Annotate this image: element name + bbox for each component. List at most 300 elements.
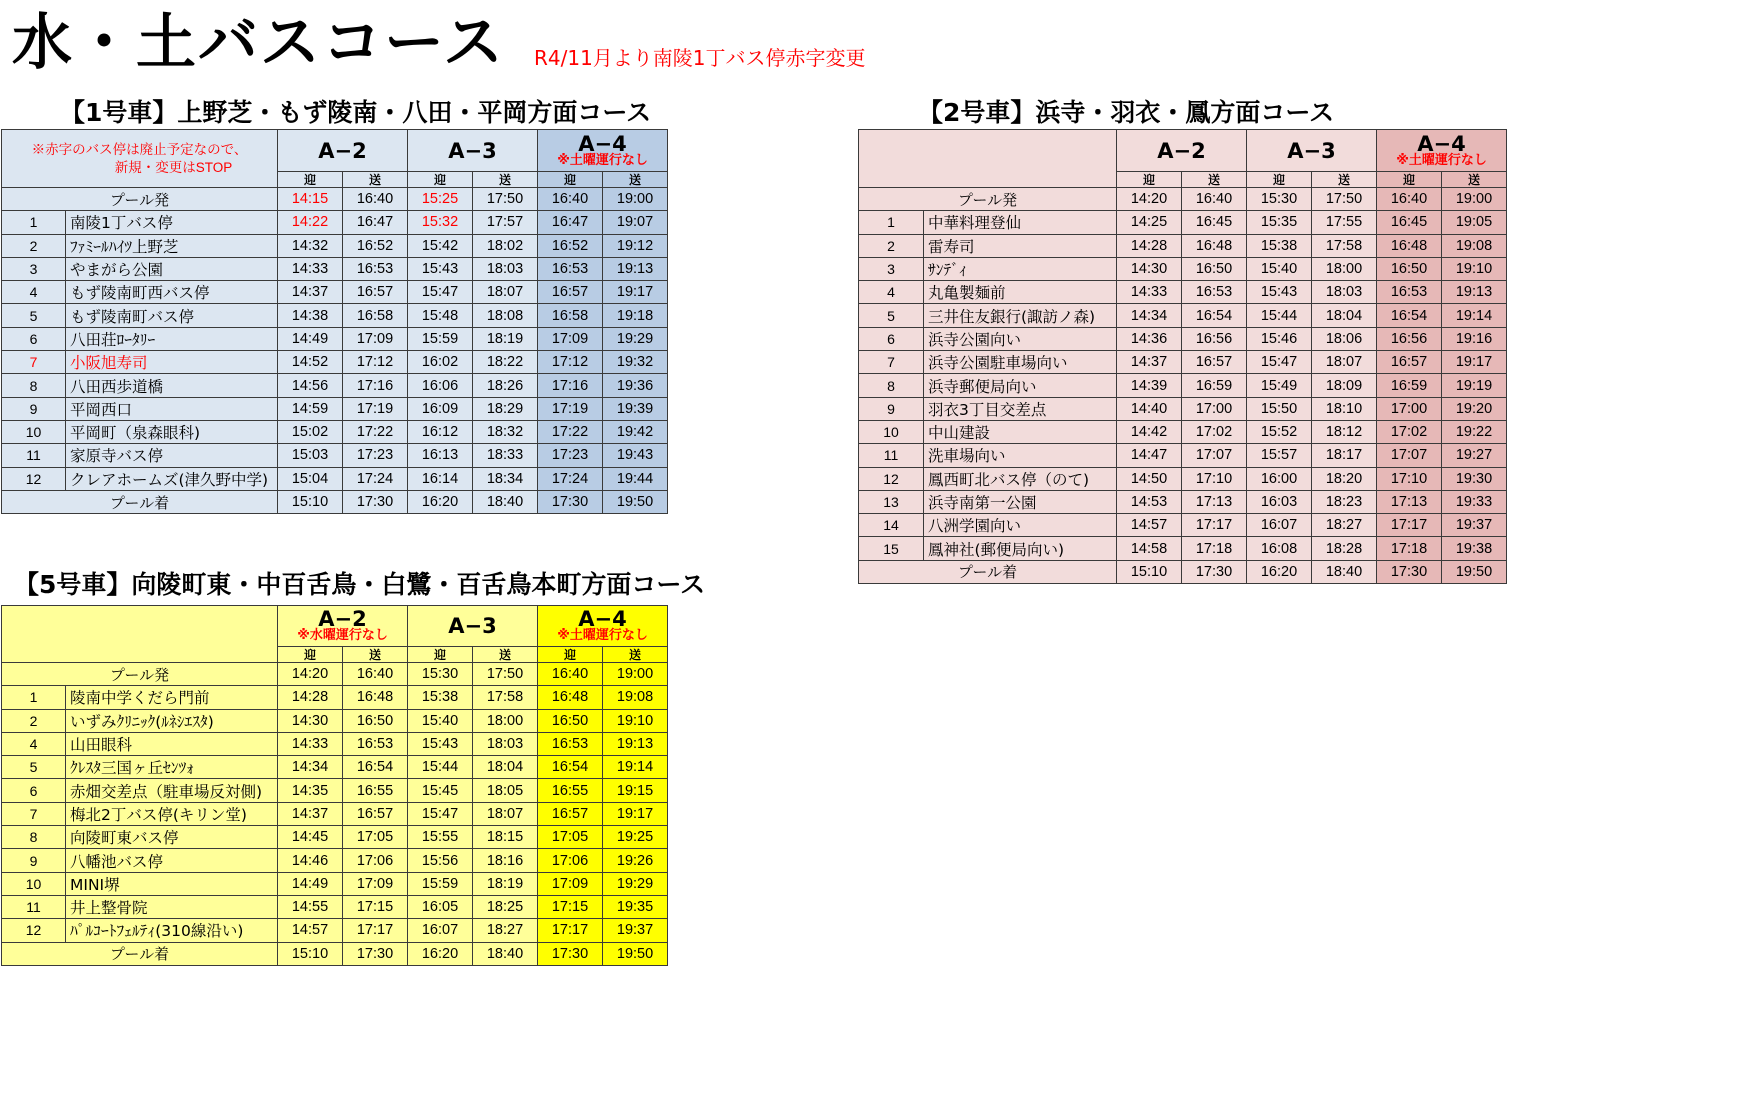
depart-time: 19:00 xyxy=(1442,188,1507,211)
stop-number: 10 xyxy=(2,420,66,443)
depart-time: 19:00 xyxy=(603,188,668,211)
dropoff-header: 送 xyxy=(473,647,538,663)
stop-time: 16:50 xyxy=(1182,257,1247,280)
stop-time: 19:18 xyxy=(603,304,668,327)
stop-time: 14:58 xyxy=(1117,537,1182,560)
stop-time: 15:46 xyxy=(1247,327,1312,350)
stop-row xyxy=(2,420,668,443)
course-title: 【1号車】上野芝・もず陵南・八田・平岡方面コース xyxy=(60,98,652,127)
stop-row xyxy=(2,304,668,327)
arrive-time: 17:30 xyxy=(343,942,408,965)
arrive-time: 19:50 xyxy=(603,490,668,513)
stop-time: 19:05 xyxy=(1442,211,1507,234)
stop-time: 19:42 xyxy=(603,420,668,443)
stop-time: 16:56 xyxy=(1182,327,1247,350)
arrive-label: プール着 xyxy=(859,560,1117,583)
stop-name: 小阪旭寿司 xyxy=(66,351,278,374)
stop-number: 4 xyxy=(859,281,924,304)
stop-row xyxy=(859,514,1507,537)
dropoff-header: 送 xyxy=(1312,172,1377,188)
stop-name: 中華料理登仙 xyxy=(924,211,1117,234)
stop-time: 18:32 xyxy=(473,420,538,443)
stop-number: 6 xyxy=(859,327,924,350)
stop-time: 17:12 xyxy=(538,351,603,374)
stop-time: 18:26 xyxy=(473,374,538,397)
stop-number: 8 xyxy=(2,374,66,397)
stop-time: 15:40 xyxy=(408,709,473,732)
stop-time: 17:00 xyxy=(1182,397,1247,420)
stop-time: 18:07 xyxy=(473,802,538,825)
stop-row xyxy=(2,872,668,895)
stop-time: 19:08 xyxy=(1442,234,1507,257)
stop-name: 鳳神社(郵便局向い) xyxy=(924,537,1117,560)
arrive-time: 17:30 xyxy=(343,490,408,513)
stop-time: 17:18 xyxy=(1377,537,1442,560)
dropoff-header: 送 xyxy=(603,172,668,188)
stop-row xyxy=(2,374,668,397)
stop-time: 16:08 xyxy=(1247,537,1312,560)
stop-name: いずみｸﾘﾆｯｸ(ﾙﾈｼｴｽﾀ) xyxy=(66,709,278,732)
depart-time: 15:30 xyxy=(408,663,473,686)
stop-time: 15:43 xyxy=(408,257,473,280)
page-title: 水・土バスコース xyxy=(12,8,505,78)
stop-time: 15:49 xyxy=(1247,374,1312,397)
stop-time: 18:29 xyxy=(473,397,538,420)
stop-time: 19:17 xyxy=(603,281,668,304)
stop-row xyxy=(859,444,1507,467)
stop-time: 19:14 xyxy=(603,756,668,779)
stop-time: 14:36 xyxy=(1117,327,1182,350)
pickup-header: 迎 xyxy=(278,172,343,188)
stop-time: 17:58 xyxy=(473,686,538,709)
group-label: A−4 xyxy=(578,607,627,631)
depart-time: 17:50 xyxy=(1312,188,1377,211)
stop-time: 19:17 xyxy=(603,802,668,825)
stop-number: 13 xyxy=(859,490,924,513)
stop-row xyxy=(859,420,1507,443)
stop-time: 16:57 xyxy=(1182,351,1247,374)
stop-time: 19:37 xyxy=(603,919,668,942)
stop-time: 17:13 xyxy=(1182,490,1247,513)
stop-time: 19:29 xyxy=(603,327,668,350)
stop-name: 向陵町東バス停 xyxy=(66,826,278,849)
stop-time: 18:09 xyxy=(1312,374,1377,397)
arrive-time: 15:10 xyxy=(278,942,343,965)
group-header-2 xyxy=(278,606,408,647)
stop-name: クレアホームズ(津久野中学) xyxy=(66,467,278,490)
arrive-time: 18:40 xyxy=(1312,560,1377,583)
stop-number: 1 xyxy=(859,211,924,234)
stop-time: 17:58 xyxy=(1312,234,1377,257)
stop-time: 15:42 xyxy=(408,234,473,257)
stop-time: 15:55 xyxy=(408,826,473,849)
group-note: ※土曜運行なし xyxy=(557,152,648,168)
stop-time: 18:28 xyxy=(1312,537,1377,560)
stop-number: 11 xyxy=(859,444,924,467)
stop-name: 浜寺公園駐車場向い xyxy=(924,351,1117,374)
stop-time: 17:15 xyxy=(538,895,603,918)
stop-number: 7 xyxy=(2,802,66,825)
stop-time: 18:00 xyxy=(473,709,538,732)
stop-time: 14:33 xyxy=(1117,281,1182,304)
stop-time: 18:07 xyxy=(1312,351,1377,374)
group-header-2 xyxy=(1117,130,1247,172)
stop-number: 6 xyxy=(2,327,66,350)
pickup-header: 迎 xyxy=(278,647,343,663)
depart-label: プール発 xyxy=(2,188,278,211)
stop-time: 19:38 xyxy=(1442,537,1507,560)
stop-time: 19:15 xyxy=(603,779,668,802)
stop-time: 18:19 xyxy=(473,327,538,350)
course-title: 【2号車】浜寺・羽衣・鳳方面コース xyxy=(918,98,1335,127)
stop-time: 17:02 xyxy=(1182,420,1247,443)
timetable-car2 xyxy=(858,129,1507,584)
stop-name: MINI堺 xyxy=(66,872,278,895)
stop-time: 18:22 xyxy=(473,351,538,374)
depart-time: 16:40 xyxy=(538,663,603,686)
stop-time: 18:03 xyxy=(473,732,538,755)
stop-time: 16:48 xyxy=(343,686,408,709)
stop-time: 18:12 xyxy=(1312,420,1377,443)
header-corner xyxy=(2,130,278,188)
depart-time: 16:40 xyxy=(343,663,408,686)
stop-time: 16:54 xyxy=(538,756,603,779)
stop-row xyxy=(2,895,668,918)
change-notice: R4/11月より南陵1丁バス停赤字変更 xyxy=(534,46,866,70)
stop-number: 1 xyxy=(2,211,66,234)
stop-time: 14:28 xyxy=(278,686,343,709)
stop-number: 11 xyxy=(2,444,66,467)
stop-time: 14:57 xyxy=(278,919,343,942)
stop-time: 16:57 xyxy=(343,281,408,304)
stop-time: 14:34 xyxy=(278,756,343,779)
stop-time: 17:24 xyxy=(343,467,408,490)
stop-time: 14:49 xyxy=(278,327,343,350)
stop-time: 16:12 xyxy=(408,420,473,443)
stop-number: 1 xyxy=(2,686,66,709)
depart-time: 16:40 xyxy=(343,188,408,211)
stop-row xyxy=(859,397,1507,420)
stop-time: 18:03 xyxy=(1312,281,1377,304)
stop-time: 15:32 xyxy=(408,211,473,234)
stop-time: 18:04 xyxy=(473,756,538,779)
stop-time: 16:57 xyxy=(538,281,603,304)
stop-row xyxy=(859,281,1507,304)
stop-time: 14:28 xyxy=(1117,234,1182,257)
stop-name: もず陵南町バス停 xyxy=(66,304,278,327)
stop-time: 18:17 xyxy=(1312,444,1377,467)
stop-time: 14:47 xyxy=(1117,444,1182,467)
stop-row xyxy=(2,467,668,490)
stop-name: 八幡池バス停 xyxy=(66,849,278,872)
stop-time: 17:18 xyxy=(1182,537,1247,560)
pickup-header: 迎 xyxy=(1377,172,1442,188)
stop-time: 16:47 xyxy=(343,211,408,234)
stop-name: 平岡西口 xyxy=(66,397,278,420)
stop-time: 15:35 xyxy=(1247,211,1312,234)
stop-time: 18:27 xyxy=(1312,514,1377,537)
stop-time: 19:13 xyxy=(603,257,668,280)
header-corner xyxy=(859,130,1117,188)
stop-time: 15:50 xyxy=(1247,397,1312,420)
stop-time: 19:07 xyxy=(603,211,668,234)
stop-time: 16:52 xyxy=(538,234,603,257)
stop-time: 18:16 xyxy=(473,849,538,872)
stop-time: 14:32 xyxy=(278,234,343,257)
arrive-time: 15:10 xyxy=(1117,560,1182,583)
dropoff-header: 送 xyxy=(603,647,668,663)
stop-time: 16:56 xyxy=(1377,327,1442,350)
stop-name: やまがら公園 xyxy=(66,257,278,280)
stop-name: 浜寺南第一公園 xyxy=(924,490,1117,513)
depart-time: 14:20 xyxy=(1117,188,1182,211)
pickup-header: 迎 xyxy=(408,647,473,663)
stop-name: 八田西歩道橋 xyxy=(66,374,278,397)
arrive-time: 17:30 xyxy=(538,490,603,513)
group-label: A−3 xyxy=(1287,138,1336,163)
stop-time: 19:12 xyxy=(603,234,668,257)
arrive-time: 16:20 xyxy=(408,490,473,513)
header-corner xyxy=(2,606,278,663)
arrive-time: 18:40 xyxy=(473,942,538,965)
stop-time: 18:34 xyxy=(473,467,538,490)
stop-time: 19:14 xyxy=(1442,304,1507,327)
stop-time: 17:22 xyxy=(343,420,408,443)
depart-time: 19:00 xyxy=(603,663,668,686)
stop-time: 17:06 xyxy=(343,849,408,872)
stop-time: 19:35 xyxy=(603,895,668,918)
stop-time: 16:53 xyxy=(1182,281,1247,304)
stop-number: 2 xyxy=(2,234,66,257)
stop-time: 15:56 xyxy=(408,849,473,872)
stop-row xyxy=(2,397,668,420)
stop-time: 16:55 xyxy=(538,779,603,802)
stop-time: 17:17 xyxy=(1182,514,1247,537)
stop-time: 15:47 xyxy=(1247,351,1312,374)
stop-name: 浜寺公園向い xyxy=(924,327,1117,350)
depart-time: 15:30 xyxy=(1247,188,1312,211)
stop-time: 17:13 xyxy=(1377,490,1442,513)
stop-time: 14:38 xyxy=(278,304,343,327)
stop-row xyxy=(2,257,668,280)
stop-time: 16:07 xyxy=(408,919,473,942)
stop-time: 17:17 xyxy=(538,919,603,942)
arrive-time: 17:30 xyxy=(1377,560,1442,583)
stop-time: 19:17 xyxy=(1442,351,1507,374)
stop-row xyxy=(2,826,668,849)
depart-time: 16:40 xyxy=(538,188,603,211)
group-header-3 xyxy=(408,606,538,647)
stop-time: 14:33 xyxy=(278,257,343,280)
corner-note-line: 新規・変更はSTOP xyxy=(114,159,233,175)
stop-time: 19:20 xyxy=(1442,397,1507,420)
stop-time: 16:50 xyxy=(1377,257,1442,280)
stop-row xyxy=(2,732,668,755)
stop-name: ﾊﾟﾙｺｰﾄﾌｪﾙﾃｨ(310線沿い) xyxy=(66,919,278,942)
stop-time: 18:04 xyxy=(1312,304,1377,327)
stop-name: 丸亀製麺前 xyxy=(924,281,1117,304)
stop-time: 19:29 xyxy=(603,872,668,895)
stop-time: 16:59 xyxy=(1182,374,1247,397)
stop-row xyxy=(859,304,1507,327)
stop-time: 14:56 xyxy=(278,374,343,397)
stop-number: 12 xyxy=(2,467,66,490)
stop-time: 18:06 xyxy=(1312,327,1377,350)
stop-time: 15:38 xyxy=(408,686,473,709)
stop-number: 12 xyxy=(859,467,924,490)
stop-time: 18:15 xyxy=(473,826,538,849)
group-label: A−4 xyxy=(1417,131,1466,156)
group-label: A−3 xyxy=(448,138,497,163)
stop-time: 14:37 xyxy=(278,281,343,304)
stop-number: 5 xyxy=(859,304,924,327)
stop-time: 17:05 xyxy=(538,826,603,849)
stop-time: 17:17 xyxy=(1377,514,1442,537)
stop-time: 16:57 xyxy=(538,802,603,825)
stop-time: 19:10 xyxy=(603,709,668,732)
stop-time: 19:19 xyxy=(1442,374,1507,397)
stop-row xyxy=(2,779,668,802)
depart-time: 14:15 xyxy=(278,188,343,211)
stop-time: 18:08 xyxy=(473,304,538,327)
stop-time: 16:13 xyxy=(408,444,473,467)
stop-time: 17:55 xyxy=(1312,211,1377,234)
stop-time: 16:03 xyxy=(1247,490,1312,513)
stop-time: 19:13 xyxy=(603,732,668,755)
stop-time: 17:22 xyxy=(538,420,603,443)
stop-time: 18:33 xyxy=(473,444,538,467)
stop-time: 14:49 xyxy=(278,872,343,895)
stop-time: 14:46 xyxy=(278,849,343,872)
stop-row xyxy=(2,234,668,257)
stop-row xyxy=(2,802,668,825)
stop-row xyxy=(2,756,668,779)
stop-number: 2 xyxy=(2,709,66,732)
stop-number: 5 xyxy=(2,756,66,779)
stop-row xyxy=(859,374,1507,397)
stop-row xyxy=(2,686,668,709)
stop-time: 17:19 xyxy=(343,397,408,420)
stop-time: 14:45 xyxy=(278,826,343,849)
stop-time: 14:53 xyxy=(1117,490,1182,513)
stop-name: 梅北2丁バス停(キリン堂) xyxy=(66,802,278,825)
stop-row xyxy=(859,327,1507,350)
stop-row xyxy=(859,257,1507,280)
stop-name: 洗車場向い xyxy=(924,444,1117,467)
stop-number: 4 xyxy=(2,281,66,304)
stop-time: 18:25 xyxy=(473,895,538,918)
stop-row xyxy=(2,849,668,872)
stop-number: 4 xyxy=(2,732,66,755)
stop-name: 中山建設 xyxy=(924,420,1117,443)
stop-number: 10 xyxy=(2,872,66,895)
stop-time: 14:40 xyxy=(1117,397,1182,420)
stop-time: 17:15 xyxy=(343,895,408,918)
stop-time: 17:19 xyxy=(538,397,603,420)
stop-time: 19:39 xyxy=(603,397,668,420)
stop-time: 17:09 xyxy=(538,872,603,895)
stop-time: 16:45 xyxy=(1182,211,1247,234)
stop-time: 16:58 xyxy=(343,304,408,327)
stop-time: 16:05 xyxy=(408,895,473,918)
stop-time: 18:10 xyxy=(1312,397,1377,420)
stop-time: 17:02 xyxy=(1377,420,1442,443)
stop-number: 7 xyxy=(2,351,66,374)
stop-time: 18:23 xyxy=(1312,490,1377,513)
depart-label: プール発 xyxy=(2,663,278,686)
stop-name: 井上整骨院 xyxy=(66,895,278,918)
group-label: A−4 xyxy=(578,131,627,156)
stop-time: 17:07 xyxy=(1377,444,1442,467)
pickup-header: 迎 xyxy=(538,172,603,188)
stop-time: 18:19 xyxy=(473,872,538,895)
stop-time: 16:57 xyxy=(1377,351,1442,374)
stop-time: 16:54 xyxy=(1182,304,1247,327)
stop-time: 16:50 xyxy=(538,709,603,732)
stop-row xyxy=(2,281,668,304)
stop-time: 17:16 xyxy=(538,374,603,397)
timetable-car5 xyxy=(1,605,668,966)
stop-number: 10 xyxy=(859,420,924,443)
stop-time: 14:59 xyxy=(278,397,343,420)
stop-number: 9 xyxy=(2,397,66,420)
stop-time: 14:42 xyxy=(1117,420,1182,443)
stop-time: 19:43 xyxy=(603,444,668,467)
stop-name: 陵南中学くだら門前 xyxy=(66,686,278,709)
stop-time: 17:17 xyxy=(343,919,408,942)
stop-time: 19:10 xyxy=(1442,257,1507,280)
depart-time: 15:25 xyxy=(408,188,473,211)
stop-time: 16:06 xyxy=(408,374,473,397)
depart-time: 17:50 xyxy=(473,188,538,211)
stop-time: 16:09 xyxy=(408,397,473,420)
stop-time: 17:57 xyxy=(473,211,538,234)
stop-row xyxy=(2,919,668,942)
depart-time: 16:40 xyxy=(1377,188,1442,211)
stop-number: 3 xyxy=(2,257,66,280)
arrive-time: 18:40 xyxy=(473,490,538,513)
stop-time: 14:25 xyxy=(1117,211,1182,234)
stop-time: 15:48 xyxy=(408,304,473,327)
pickup-header: 迎 xyxy=(408,172,473,188)
arrive-time: 15:10 xyxy=(278,490,343,513)
stop-number: 15 xyxy=(859,537,924,560)
stop-name: 羽衣3丁目交差点 xyxy=(924,397,1117,420)
stop-time: 16:53 xyxy=(343,257,408,280)
stop-time: 17:09 xyxy=(538,327,603,350)
stop-name: ﾌｧﾐｰﾙﾊｲﾂ上野芝 xyxy=(66,234,278,257)
stop-time: 16:45 xyxy=(1377,211,1442,234)
dropoff-header: 送 xyxy=(473,172,538,188)
depart-label: プール発 xyxy=(859,188,1117,211)
group-label: A−2 xyxy=(318,138,367,163)
stop-name: 南陵1丁バス停 xyxy=(66,211,278,234)
stop-row xyxy=(2,211,668,234)
stop-time: 16:48 xyxy=(1377,234,1442,257)
stop-row xyxy=(2,444,668,467)
stop-time: 15:59 xyxy=(408,327,473,350)
stop-time: 17:23 xyxy=(538,444,603,467)
stop-time: 16:59 xyxy=(1377,374,1442,397)
stop-row xyxy=(2,709,668,732)
group-note: ※土曜運行なし xyxy=(557,628,648,643)
stop-name: 平岡町（泉森眼科) xyxy=(66,420,278,443)
dropoff-header: 送 xyxy=(343,647,408,663)
stop-time: 17:00 xyxy=(1377,397,1442,420)
stop-name: 雷寿司 xyxy=(924,234,1117,257)
stop-time: 15:44 xyxy=(408,756,473,779)
stop-time: 15:38 xyxy=(1247,234,1312,257)
